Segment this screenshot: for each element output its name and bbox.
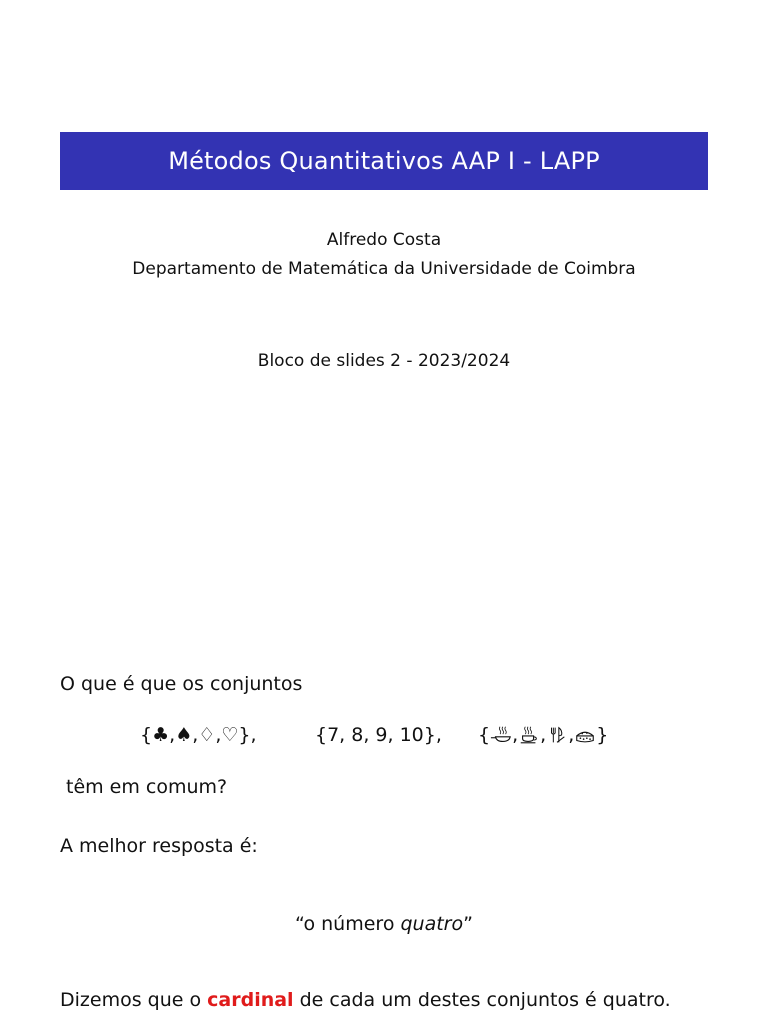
quote-emphasis: quatro	[400, 913, 464, 935]
spade-icon: ♠	[175, 724, 193, 746]
statement-after: de cada um destes conjuntos é quatro.	[293, 989, 671, 1011]
suits-set	[140, 720, 257, 750]
comma: ,	[215, 724, 222, 746]
question-text: O que é que os conjuntos	[60, 673, 303, 695]
statement-before: Dizemos que o	[60, 989, 208, 1011]
brace-open: {	[478, 724, 491, 746]
comma: ,	[568, 724, 575, 746]
quote-close: ”	[463, 913, 473, 935]
affiliation: Departamento de Matemática da Universidade de Coimbra	[132, 259, 636, 279]
food-set	[478, 720, 608, 750]
cardinal-statement	[60, 986, 671, 1014]
brace-close: }	[596, 724, 609, 746]
brace-close: },	[238, 724, 257, 746]
answer-intro: A melhor resposta é:	[60, 835, 258, 857]
heart-icon: ♡	[221, 724, 239, 746]
cardinal-term: cardinal	[207, 989, 294, 1011]
club-icon: ♣	[152, 724, 170, 746]
numbers-set: {7, 8, 9, 10},	[315, 724, 442, 746]
frying-pan-icon	[490, 725, 512, 745]
slide-block-info: Bloco de slides 2 - 2023/2024	[257, 351, 511, 371]
common-question: têm em comum?	[66, 776, 228, 798]
title-bar	[60, 132, 708, 190]
answer-quote	[0, 910, 768, 938]
cutlery-icon	[546, 725, 568, 745]
comma: ,	[169, 724, 176, 746]
brace-open: {	[140, 724, 153, 746]
diamond-icon: ♢	[198, 724, 216, 746]
comma: ,	[192, 724, 199, 746]
coffee-cup-icon	[518, 725, 540, 745]
author-name: Alfredo Costa	[326, 230, 442, 250]
quote-open: “o número	[295, 913, 401, 935]
comma: ,	[512, 724, 519, 746]
sets-row	[0, 720, 768, 750]
cake-icon	[574, 725, 596, 745]
slide-title: Métodos Quantitativos AAP I - LAPP	[168, 147, 600, 175]
comma: ,	[540, 724, 547, 746]
